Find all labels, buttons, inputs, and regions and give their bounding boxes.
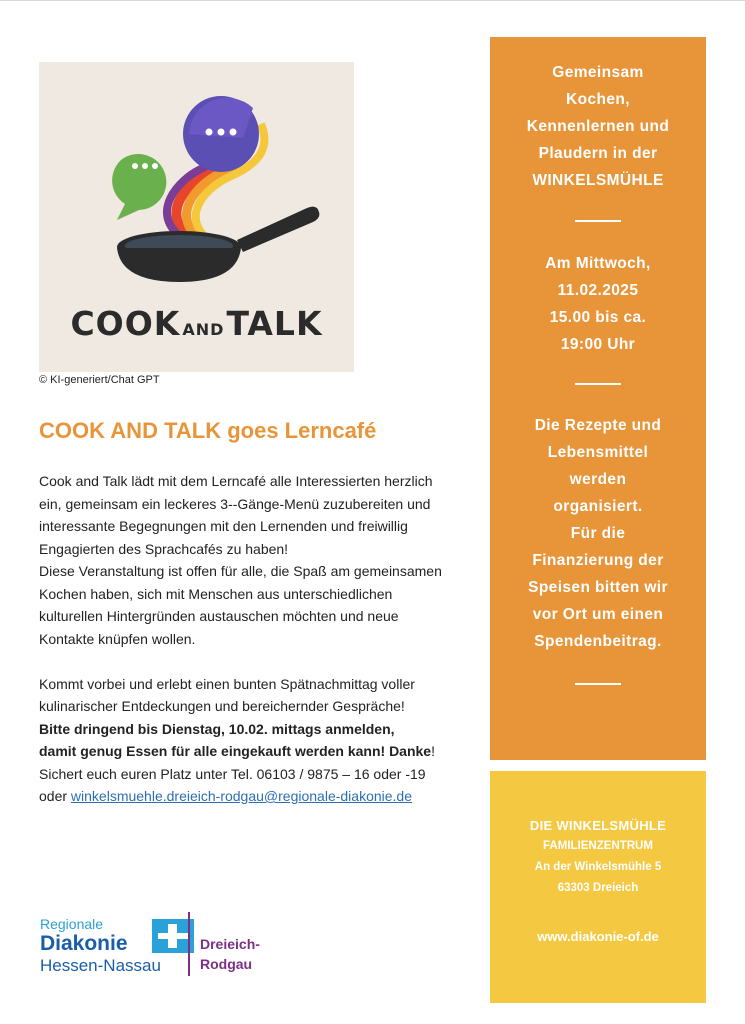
event-intro: Gemeinsam Kochen, Kennenlernen und Plaudern in der WINKELSMÜHLE [526, 64, 670, 189]
logo-wordmark: COOK ANDTALK [70, 304, 323, 343]
divider [575, 383, 621, 385]
logo-location: Dreieich- Rodgau [200, 936, 260, 972]
body-text: Cook and Talk lädt mit dem Lerncafé alle Interessierten herzlich ein, gemeinsam ein leckeres 3--Gänge-Menü zuzubereiten und interessante Begegnungen mit den Lernenden und freiwillig Engagierten des Sprachcafés zu haben! Diese Veranstaltung ist offen für alle, die Spaß am gemeinsamen Kochen haben, sich mit Menschen aus unterschiedlichen kulturellen Hintergründen austauschen möchten und neue Kontakte knüpfen wollen. Kommt vorbei und erlebt einen bunten Spätnachmittag voller kulinarischer Entdeckungen und bereichernder Gespräche! Bitte dringend bis Dienstag, 10.02. mittags anmelden, damit genug Essen für alle eingekauft werden kann! Danke! Sichert euch euren Platz unter Tel. 06103 / 9875 – 16 oder -19 oder winkelsmuehle.dreieich-rodgau@regionale-diakonie.de [39, 473, 442, 804]
diakonie-logo: Regionale Diakonie Hessen-Nassau Dreieich- Rodgau [40, 912, 280, 982]
venue-name: DIE WINKELSMÜHLE [529, 818, 667, 833]
email-link[interactable]: winkelsmuehle.dreieich-rodgau@regionale-diakonie.de [70, 788, 413, 804]
event-info-panel [490, 37, 706, 760]
venue-subtitle: FAMILIENZENTRUM [543, 840, 653, 852]
venue-street: An der Winkelsmühle 5 [534, 861, 662, 873]
venue-city: 63303 Dreieich [557, 882, 639, 894]
event-details: Die Rezepte und Lebensmittel werden organisiert. Für die Finanzierung der Speisen bitten wir vor Ort um einen Spendenbeitrag. [528, 417, 668, 650]
divider [575, 220, 621, 222]
website-link[interactable]: www.diakonie-of.de [537, 929, 659, 944]
top-rule [0, 0, 745, 1]
green-speech-bubble [112, 154, 166, 220]
image-credit: © KI-generiert/Chat GPT [39, 374, 160, 386]
headline: COOK AND TALK goes Lerncafé [39, 418, 377, 443]
registration-note: damit genug Essen für alle eingekauft werden kann! Danke [39, 743, 432, 759]
address-panel [490, 771, 706, 1003]
event-date: Am Mittwoch, 11.02.2025 15.00 bis ca. 19:00 Uhr [545, 255, 651, 353]
registration-deadline: Bitte dringend bis Dienstag, 10.02. mittags anmelden, [39, 720, 395, 737]
pan-handle [237, 207, 319, 252]
cook-and-talk-logo [39, 62, 354, 372]
divider [575, 683, 621, 685]
logo-divider [188, 912, 190, 976]
